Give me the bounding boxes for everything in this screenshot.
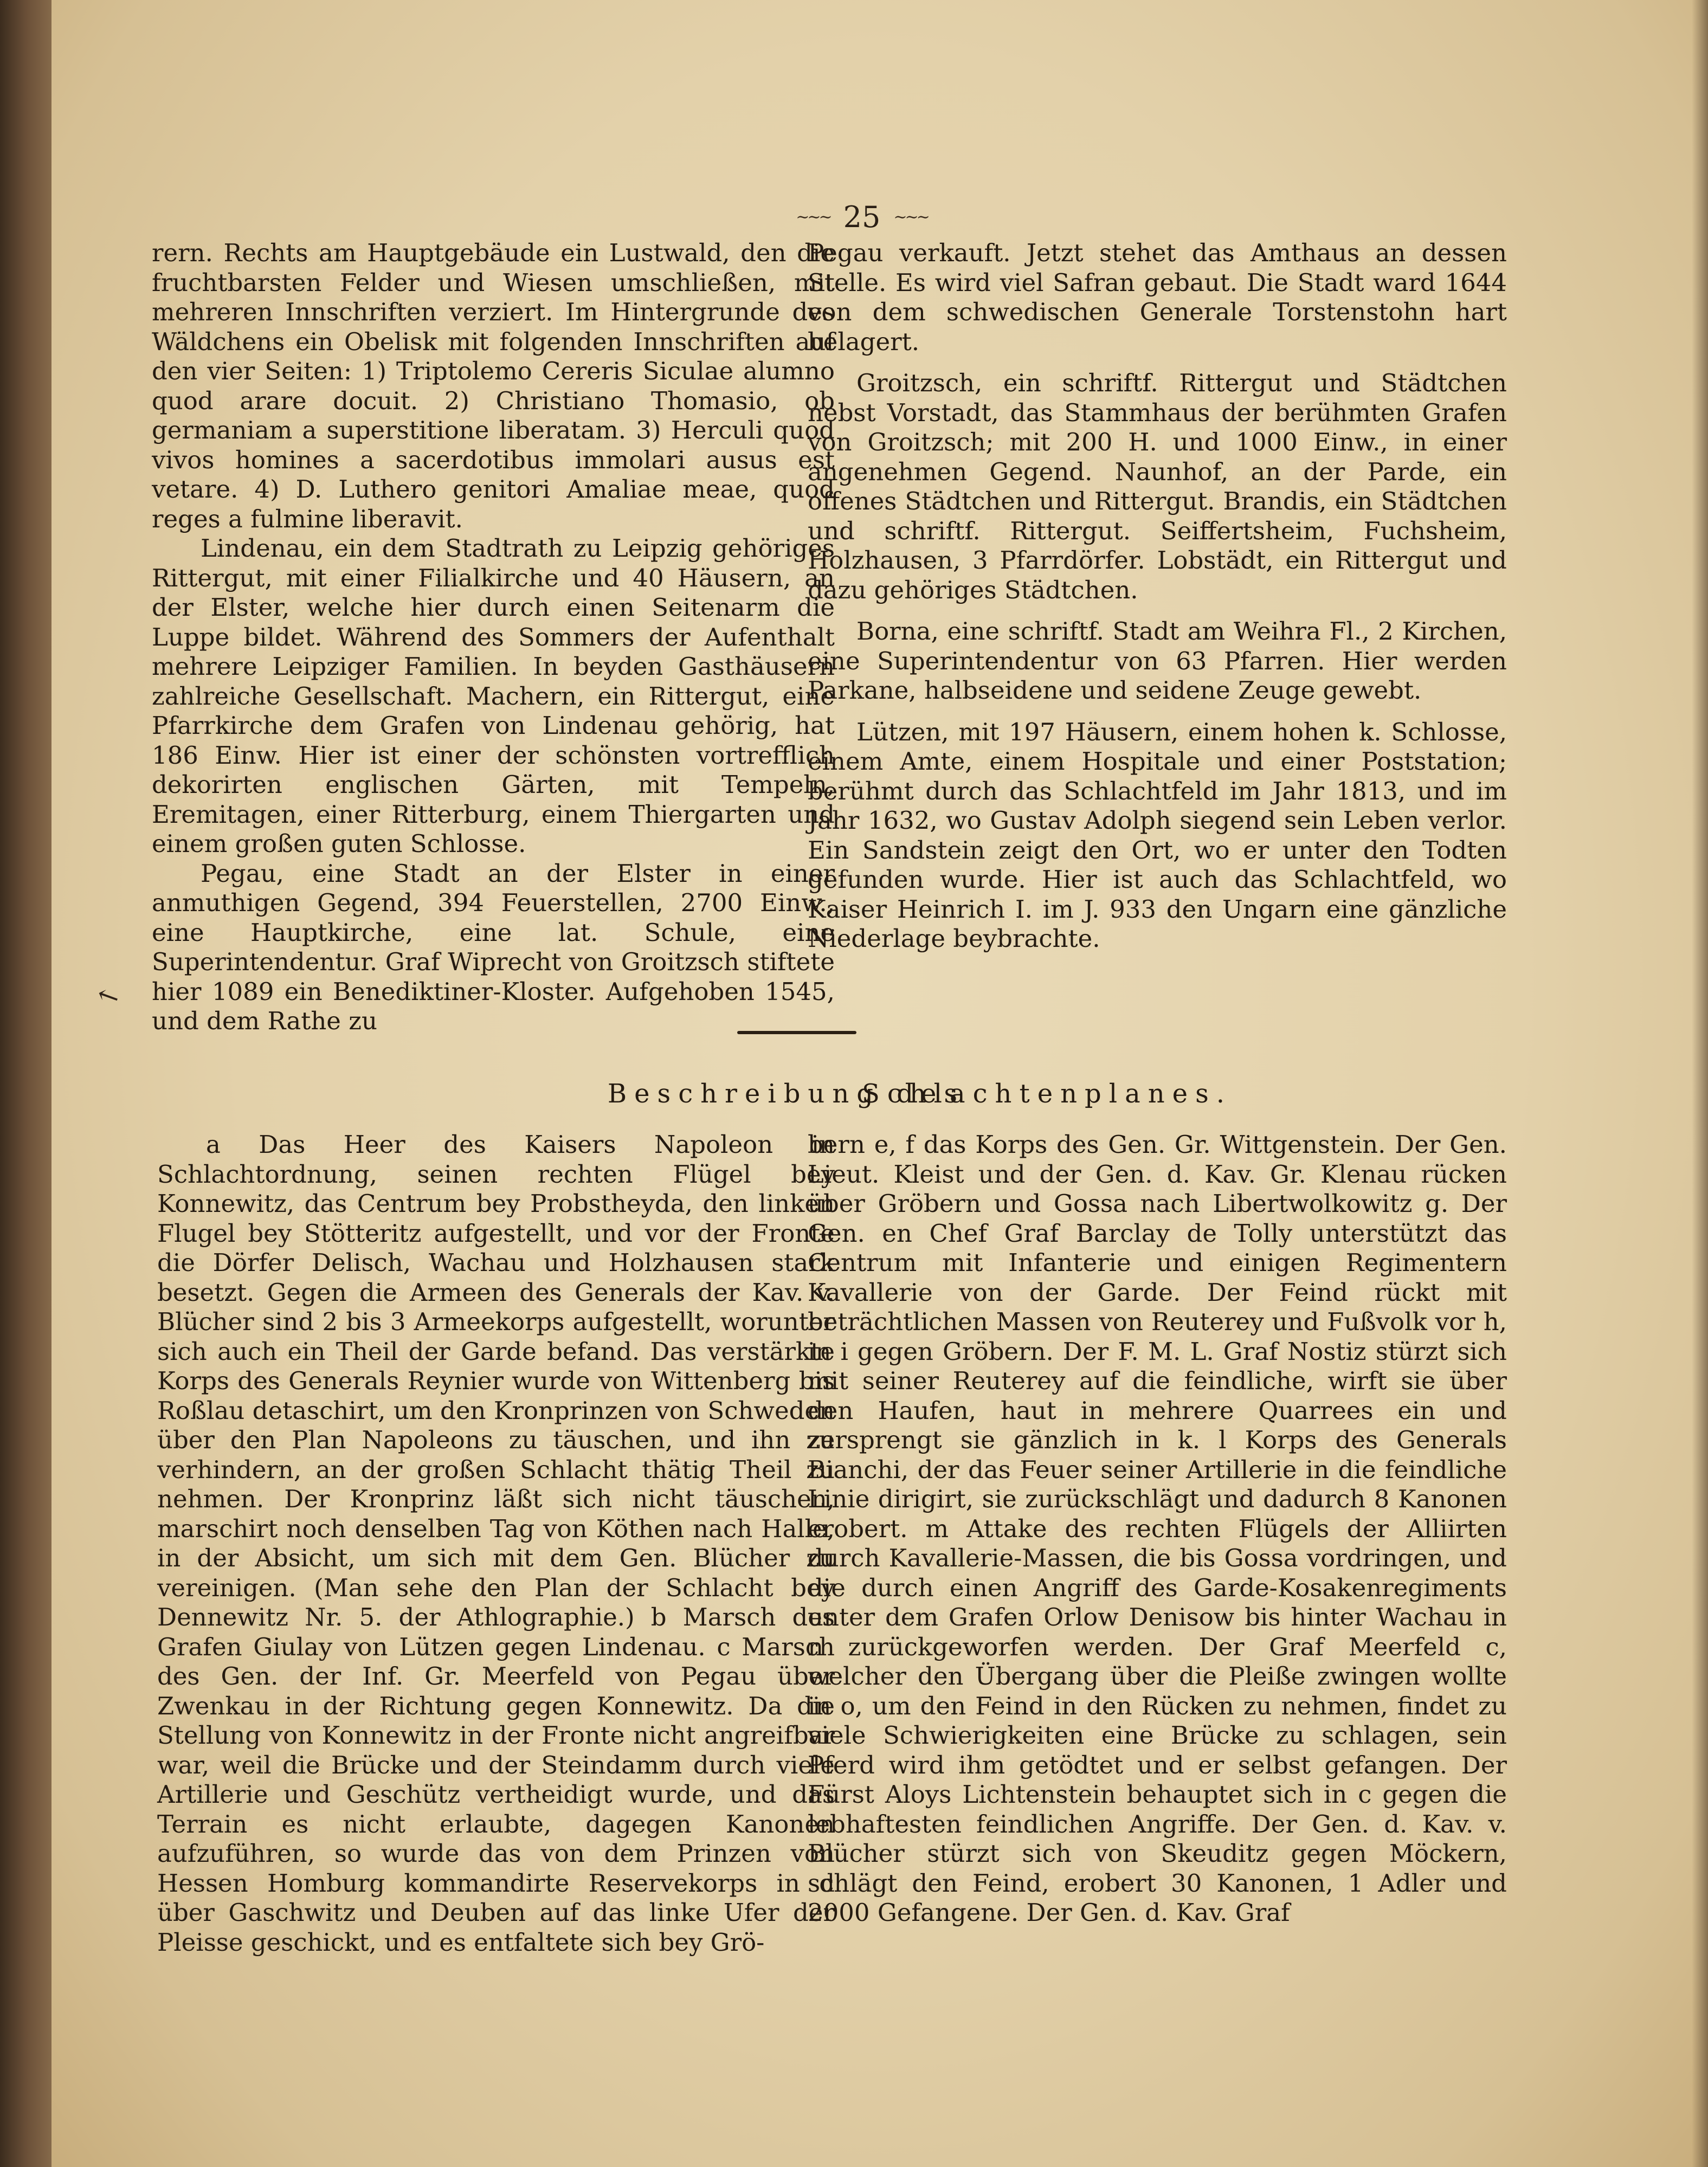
paragraph-luetzen: Lützen, mit 197 Häusern, einem hohen k. Schlosse, einem Amte, einem Hospitale und einer Poststation; berühmt durch das Schlachtfeld im Jahr 1813, und im Jahr 1632, wo Gustav Adolph siegend sein Leben verlor. Ein Sandstein zeigt den Ort, wo er unter den Todten gefunden wurde. Hier ist auch das Schlachtfeld, wo Kaiser Heinrich I. im J. 933 den Ungarn eine gänzliche Niederlage beybrachte. — [808, 717, 1507, 953]
scan-binding-edge — [0, 0, 60, 2167]
paragraph-pegau: Pegau, eine Stadt an der Elster in einer anmuthigen Gegend, 394 Feuerstellen, 2700 Einw., eine Hauptkirche, eine lat. Schule, eine Superintendentur. Graf Wiprecht von Groitzsch stiftete hier 1089 ein Benediktiner-Kloster. Aufgehoben 1545, und dem Rathe zu — [152, 859, 835, 1035]
paragraph-battle-description-cont: bern e, f das Korps des Gen. Gr. Wittgenstein. Der Gen. Lieut. Kleist und der Gen. d. Kav. Gr. Klenau rücken über Gröbern und Gossa nach Libertwolkowitz g. Der Gen. en Chef Graf Barclay de Tolly unterstützt das Centrum mit Infanterie und einigen Regimentern Kavallerie von der Garde. Der Feind rückt mit beträchtlichen Massen von Reuterey und Fußvolk vor h, in i gegen Gröbern. Der F. M. L. Graf Nostiz stürzt sich mit seiner Reuterey auf die feindliche, wirft sie über den Haufen, haut in mehrere Quarrees ein und zersprengt sie gänzlich in k. l Korps des Generals Bianchi, der das Feuer seiner Artillerie in die feindliche Linie dirigirt, sie zurückschlägt und dadurch 8 Kanonen erobert. m Attake des rechten Flügels der Alliirten durch Kavallerie-Massen, die bis Gossa vordringen, und die durch einen Angriff des Garde-Kosakenregiments unter dem Grafen Orlow Denisow bis hinter Wachau in n zurückgeworfen werden. Der Graf Meerfeld c, welcher den Übergang über die Pleiße zwingen wollte in o, um den Feind in den Rücken zu nehmen, findet zu viele Schwierigkeiten eine Brücke zu schlagen, sein Pferd wird ihm getödtet und er selbst gefangen. Der Fürst Aloys Lichtenstein behauptet sich in c gegen die lebhaftesten feindlichen Angriffe. Der Gen. d. Kav. v. Blücher stürzt sich von Skeuditz gegen Möckern, schlägt den Feind, erobert 30 Kanonen, 1 Adler und 2000 Gefangene. Der Gen. d. Kav. Graf — [808, 1130, 1507, 1927]
section-title — [157, 1079, 1507, 1117]
margin-mark-icon: ← — [93, 978, 124, 1015]
section-title-left: Beschreibung des — [607, 1079, 965, 1109]
section-divider — [737, 1031, 856, 1034]
header-ornament-right: ~~~ — [893, 207, 928, 227]
paragraph-borna: Borna, eine schriftf. Stadt am Weihra Fl., 2 Kirchen, eine Superintendentur von 63 Pfarren. Hier werden Parkane, halbseidene und seidene Zeuge gewebt. — [808, 617, 1507, 705]
paragraph-battle-description: a Das Heer des Kaisers Napoleon in Schlachtordnung, seinen rechten Flügel bey Konnewitz, das Centrum bey Probstheyda, den linken Flugel bey Stötteritz aufgestellt, und vor der Fronte die Dörfer Delisch, Wachau und Holzhausen stark besetzt. Gegen die Armeen des Generals der Kav. v. Blücher sind 2 bis 3 Armeekorps aufgestellt, worunter sich auch ein Theil der Garde befand. Das verstärkte Korps des Generals Reynier wurde von Wittenberg bis Roßlau detaschirt, um den Kronprinzen von Schweden über den Plan Napoleons zu täuschen, und ihn zu verhindern, an der großen Schlacht thätig Theil zu nehmen. Der Kronprinz läßt sich nicht täuschen, marschirt noch denselben Tag von Köthen nach Halle, in der Absicht, um sich mit dem Gen. Blücher zu vereinigen. (Man sehe den Plan der Schlacht bey Dennewitz Nr. 5. der Athlographie.) b Marsch des Grafen Giulay von Lützen gegen Lindenau. c Marsch des Gen. der Inf. Gr. Meerfeld von Pegau über Zwenkau in der Richtung gegen Konnewitz. Da die Stellung von Konnewitz in der Fronte nicht angreifbar war, weil die Brücke und der Steindamm durch viele Artillerie und Geschütz vertheidigt wurde, und das Terrain es nicht erlaubte, dagegen Kanonen aufzuführen, so wurde das von dem Prinzen von Hessen Homburg kommandirte Reservekorps in d über Gaschwitz und Deuben auf das linke Ufer der Pleisse geschickt, und es entfaltete sich bey Grö- — [157, 1130, 835, 1957]
page-edge-shadow — [1692, 0, 1708, 2167]
column-left-top — [152, 238, 835, 1036]
column-right-top — [808, 238, 1507, 954]
section-title-right: Schlachtenplanes. — [862, 1079, 1232, 1109]
column-right-bottom — [808, 1130, 1507, 1928]
paragraph-lustwald: rern. Rechts am Hauptgebäude ein Lustwald, den die fruchtbarsten Felder und Wiesen umschließen, mit mehreren Innschriften verziert. Im Hintergrunde des Wäldchens ein Obelisk mit folgenden Innschriften auf den vier Seiten: 1) Triptolemo Cereris Siculae alumno quod arare docuit. 2) Christiano Thomasio, ob germaniam a superstitione liberatam. 3) Herculi quod vivos homines a sacerdotibus immolari ausus est vetare. 4) D. Luthero genitori Amaliae meae, quod reges a fulmine liberavit. — [152, 238, 835, 533]
page-number: 25 — [843, 199, 881, 234]
header-ornament-left: ~~~ — [796, 207, 830, 227]
column-left-bottom — [157, 1130, 835, 1957]
paragraph-groitzsch: Groitzsch, ein schriftf. Rittergut und Städtchen nebst Vorstadt, das Stammhaus der berühmten Grafen von Groitzsch; mit 200 H. und 1000 Einw., in einer angenehmen Gegend. Naunhof, an der Parde, ein offenes Städtchen und Rittergut. Brandis, ein Städtchen und schriftf. Rittergut. Seiffertsheim, Fuchsheim, Holzhausen, 3 Pfarrdörfer. Lobstädt, ein Rittergut und dazu gehöriges Städtchen. — [808, 369, 1507, 604]
paragraph-lindenau: Lindenau, ein dem Stadtrath zu Leipzig gehöriges Rittergut, mit einer Filialkirche und 40 Häusern, an der Elster, welche hier durch einen Seitenarm die Luppe bildet. Während des Sommers der Aufenthalt mehrere Leipziger Familien. In beyden Gasthäusern zahlreiche Gesellschaft. Machern, ein Rittergut, eine Pfarrkirche dem Grafen von Lindenau gehörig, hat 186 Einw. Hier ist einer der schönsten vortrefflich dekorirten englischen Gärten, mit Tempeln, Eremitagen, einer Ritterburg, einem Thiergarten und einem großen guten Schlosse. — [152, 534, 835, 858]
paragraph-pegau-cont: Pegau verkauft. Jetzt stehet das Amthaus an dessen Stelle. Es wird viel Safran gebaut. Die Stadt ward 1644 von dem schwedischen Generale Torstenstohn hart belagert. — [808, 238, 1507, 356]
page-header — [748, 201, 976, 233]
